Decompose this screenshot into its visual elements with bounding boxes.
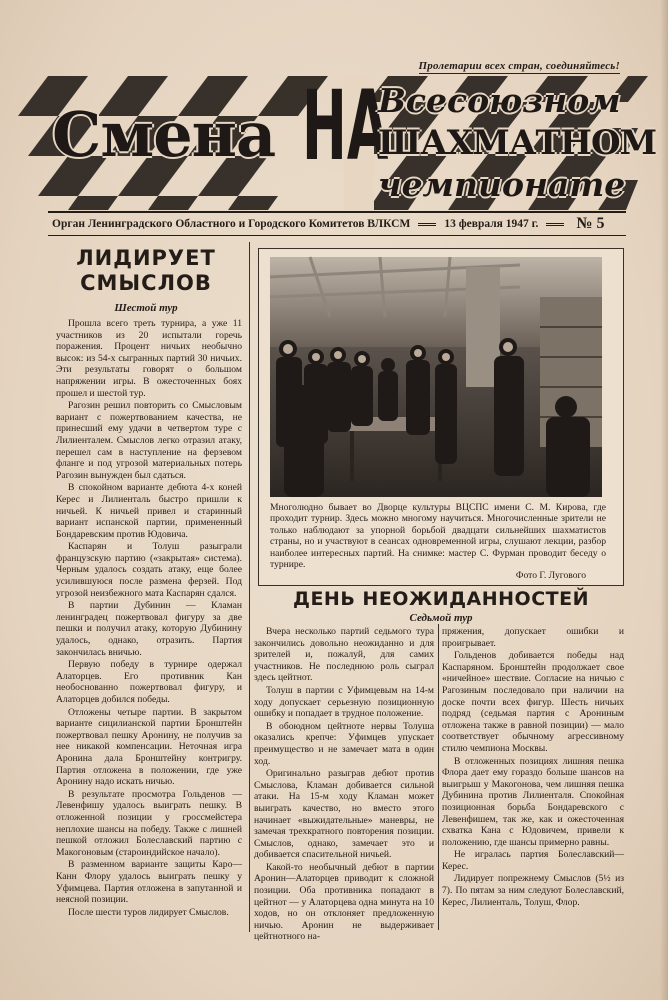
tournament-photo (270, 257, 602, 497)
paragraph: Вчера несколько партий седьмого тура закончились довольно неожиданно и для зрителей и, пожалуй, для самих участников. Не последнюю роль сыграл здесь цейтнот. (254, 626, 434, 684)
newspaper-title: Смена (52, 98, 276, 171)
issue-info-bar (52, 215, 624, 233)
header-rule (48, 211, 626, 213)
column-divider (249, 242, 250, 932)
masthead (48, 70, 657, 210)
second-subheadline: Седьмой тур (409, 612, 473, 624)
lead-headline: ЛИДИРУЕТ СМЫСЛОВ (76, 246, 216, 295)
paragraph: В спокойном варианте дебюта 4-х коней Керес и Лилиенталь быстро пришли к ничьей. К ничьей привел и старинный вариант испанской партии, примененный Бондаревским против Юдовича. (56, 482, 242, 540)
separator-dash (546, 223, 564, 226)
photo-caption (270, 502, 606, 582)
paragraph: Каспарян и Толуш разыграли французскую партию («закрытая» система). Черным удалось создать атаку, еще более усилившуюся после размена ферзей. Под угрозой неизбежного мата Каспарян сдался. (56, 541, 242, 599)
second-article-column-1 (254, 626, 434, 943)
organ-text: Орган Ленинградского Областного и Городского Комитетов ВЛКСМ (52, 218, 411, 230)
paragraph: В результате просмотра Гольденов — Левенфишу удалось выиграть пешку. В отложенной позиции у гроссмейстера неплохие шансы на победу. Также с лишней пешкой отложил Болеславский партию с Макогоновым (староиндийское начало). (56, 788, 242, 858)
paragraph: В партии Дубинин — Кламан ленинградец пожертвовал фигуру за две пешки и получил атаку, которую Дубинину удалось, однако, отразить. Партия закончилась вничью. (56, 600, 242, 658)
paragraph: Прошла всего треть турнира, а уже 11 участников из 20 испытали горечь поражения. Процент ничьих необычно высок: из 54-х сыгранных партий 30 ничьих. Эти результаты говорят о большом напряжении игры. В ожесточенных боях прошел и шестой тур. (56, 318, 242, 399)
separator-dash (418, 223, 436, 226)
second-headline: ДЕНЬ НЕОЖИДАННОСТЕЙ (293, 588, 589, 610)
lead-subheadline: Шестой тур (114, 302, 178, 314)
caption-text: Многолюдно бывает во Дворце культуры ВЦСПС имени С. М. Кирова, где проходит турнир. Здесь можно многому научиться. Многочисленные зрители не только наблюдают за упорной борьбой двадцати сильнейших шахматистов страны, но и участвуют в сеансах одновременной игры, слушают лекции, разбор наиболее интересных партий. На снимке: мастер С. Фурман проводит беседу о турнире. (270, 502, 606, 571)
paragraph: Гольденов добивается победы над Каспаряном. Бронштейн продолжает свое «ничейное» шествие. Согласие на ничью с Рагозиным последовало при наличии на доске почти всех фигур. Шесть ничьих подряд (седьмая партия с Арониным отложена также в равной позиции) — мало соответствует обычному агрессивному стилю чемпиона Москвы. (442, 650, 624, 754)
title-line-3: чемпионате (378, 165, 626, 204)
paragraph: пряжения, допускает ошибки и проигрывает. (442, 626, 624, 649)
issue-date: 13 февраля 1947 г. (444, 218, 539, 230)
scan-edge-shadow (660, 0, 668, 1000)
lead-article-body (56, 318, 242, 928)
paragraph: Первую победу в турнире одержал Алаторцев. Его противник Кан необоснованно пожертвовал фигуру, и Алаторцев добился победы. (56, 659, 242, 705)
title-line-1: Всесоюзном (378, 81, 621, 120)
paragraph: В разменном варианте защиты Каро—Канн Флору удалось выиграть пешку у Уфимцева. Партия отложена в запутанной и неясной позиции. (56, 859, 242, 906)
paragraph: В отложенных позициях лишняя пешка Флора дает ему гораздо больше шансов на выигрыш у Макогонова, чем лишняя пешка Дубинина против Лилиенталя. Спокойная позиционная борьба Бондаревского с Левенфишем, так же, как и ожесточенная схватка Кана с Юдовичем, привели к положению, где шансы примерно равны. (442, 755, 624, 848)
paragraph: Не игралась партия Болеславский—Керес. (442, 849, 624, 872)
header-rule-bottom (48, 235, 626, 236)
column-divider (438, 624, 439, 930)
title-line-2: ШАХМАТНОМ (378, 123, 657, 163)
paragraph: Толуш в партии с Уфимцевым на 14-м ходу допускает серьезную позиционную ошибку и попадает в трудное положение. (254, 684, 434, 720)
photo-image (270, 257, 602, 497)
paragraph: После шести туров лидирует Смыслов. (68, 906, 229, 918)
issue-number: № 5 (576, 215, 605, 232)
motto: Пролетарии всех стран, соединяйтесь! (418, 60, 620, 72)
paragraph: Какой-то необычный дебют в партии Аронин—Алаторцев приводит к сложной позиции. Оба противника попадают в цейтнот — у Алаторцева одна минута на 10 ходов, но он отклоняет предложенную ничью. Аронин не выдерживает цейтнотного на- (254, 861, 434, 943)
title-na: НА (302, 70, 389, 182)
paragraph: В обоюдном цейтноте нервы Толуша оказались крепче: Уфимцев упускает преимущество и не замечает мата в один ход. (254, 720, 434, 767)
photo-credit: Фото Г. Лугового (515, 570, 586, 582)
paragraph: Отложены четыре партии. В закрытом варианте сицилианской партии Бронштейн пожертвовал пешку Аронину, не получив за нее никакой компенсации. Неточная игра Аронина дала Бронштейну контригру. Партия отложена в положении, где уже Аронину надо искать ничью. (56, 706, 242, 788)
second-article-column-2 (442, 626, 624, 928)
paragraph: Оригинально разыграв дебют против Смыслова, Кламан добивается сильной атаки. На 15-м ходу Кламан может выиграть качество, но вместо этого начинает «выжидательные» маневры, не замечая трехкратного повторения позиции. Смыслов, однако, замечает это и добивается спасительной ничьей. (254, 768, 434, 861)
paragraph: Рагозин решил повторить со Смысловым вариант с пожертвованием качества, не принесший ему удачи в четвертом туре с Лилиенталем. Смыслов легко отразил атаку, перешел сам в наступление на ферзевом фланге и под угрозой материальных потерь Рагозин вынужден был сдаться. (56, 400, 242, 481)
paragraph: Лидирует попрежнему Смыслов (5½ из 7). По пятам за ним следуют Болеславский, Керес, Лилиенталь, Толуш, Флор. (442, 873, 624, 908)
